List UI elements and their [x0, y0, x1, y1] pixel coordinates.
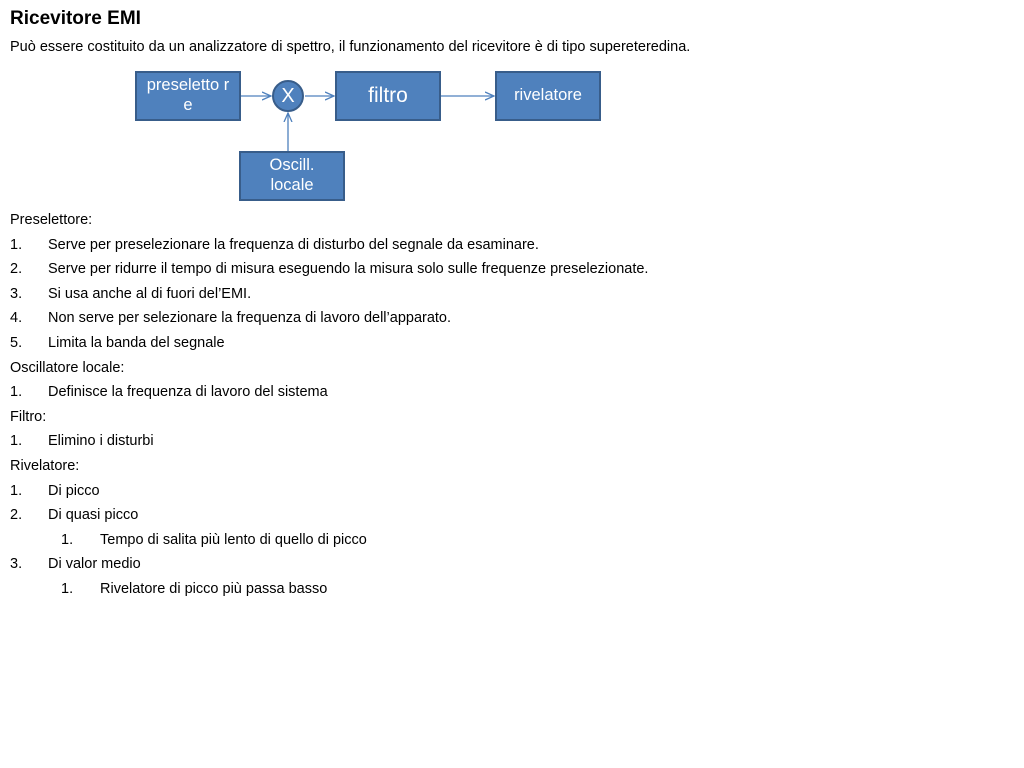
list-item — [10, 257, 1010, 282]
page-title: Ricevitore EMI — [10, 8, 141, 29]
list-text: Di picco — [48, 482, 100, 499]
rivelatore-label: rivelatore — [514, 86, 582, 105]
section-heading: Rivelatore: — [10, 457, 80, 474]
list-number: 2. — [10, 507, 23, 524]
list-number: 1. — [61, 580, 74, 597]
list-number: 1. — [10, 482, 23, 499]
list-text: Definisce la frequenza di lavoro del sistema — [48, 384, 328, 401]
list-item — [10, 380, 1010, 405]
list-text: Rivelatore di picco più passa basso — [100, 580, 328, 597]
list-text: Si usa anche al di fuori del’EMI. — [48, 285, 252, 302]
oscillatore-label: Oscill. locale — [269, 156, 315, 194]
list-item — [10, 331, 1010, 356]
list-text: Elimino i disturbi — [48, 433, 154, 450]
preselettore-block — [135, 71, 241, 121]
list-text: Di valor medio — [48, 556, 141, 573]
mixer-label: X — [281, 85, 295, 107]
intro-text: Può essere costituito da un analizzatore di spettro, il funzionamento del ricevitore è di tipo supereteredina. — [10, 39, 691, 55]
sub-list-item — [10, 528, 1010, 553]
oscillatore-block — [239, 151, 345, 201]
preselettore-label: preseletto re — [146, 76, 230, 114]
mixer-block — [272, 80, 304, 112]
list-number: 1. — [10, 433, 23, 450]
section-heading: Oscillatore locale: — [10, 359, 125, 376]
list-number: 3. — [10, 285, 23, 302]
sub-list-item — [10, 577, 1010, 602]
list-item — [10, 479, 1010, 504]
list-text: Serve per preselezionare la frequenza di disturbo del segnale da esaminare. — [48, 236, 539, 253]
list-text: Serve per ridurre il tempo di misura eseguendo la misura solo sulle frequenze preselezionate. — [48, 261, 649, 278]
list-item — [10, 552, 1010, 577]
filtro-block — [335, 71, 441, 121]
list-text: Limita la banda del segnale — [48, 334, 225, 351]
list-item — [10, 233, 1010, 258]
list-number: 1. — [10, 236, 23, 253]
list-number: 2. — [10, 261, 23, 278]
filtro-label: filtro — [368, 84, 408, 108]
list-text: Tempo di salita più lento di quello di picco — [100, 531, 367, 548]
list-text: Di quasi picco — [48, 507, 139, 524]
rivelatore-block — [495, 71, 601, 121]
list-item — [10, 503, 1010, 528]
list-item — [10, 306, 1010, 331]
list-text: Non serve per selezionare la frequenza di lavoro dell’apparato. — [48, 310, 452, 327]
list-item — [10, 282, 1010, 307]
section-heading: Filtro: — [10, 408, 47, 425]
content-list — [10, 208, 1010, 602]
section-heading: Preselettore: — [10, 212, 93, 228]
list-item — [10, 429, 1010, 454]
list-number: 3. — [10, 556, 23, 573]
list-number: 4. — [10, 310, 23, 327]
list-number: 1. — [61, 531, 74, 548]
list-number: 5. — [10, 334, 23, 351]
list-number: 1. — [10, 384, 23, 401]
